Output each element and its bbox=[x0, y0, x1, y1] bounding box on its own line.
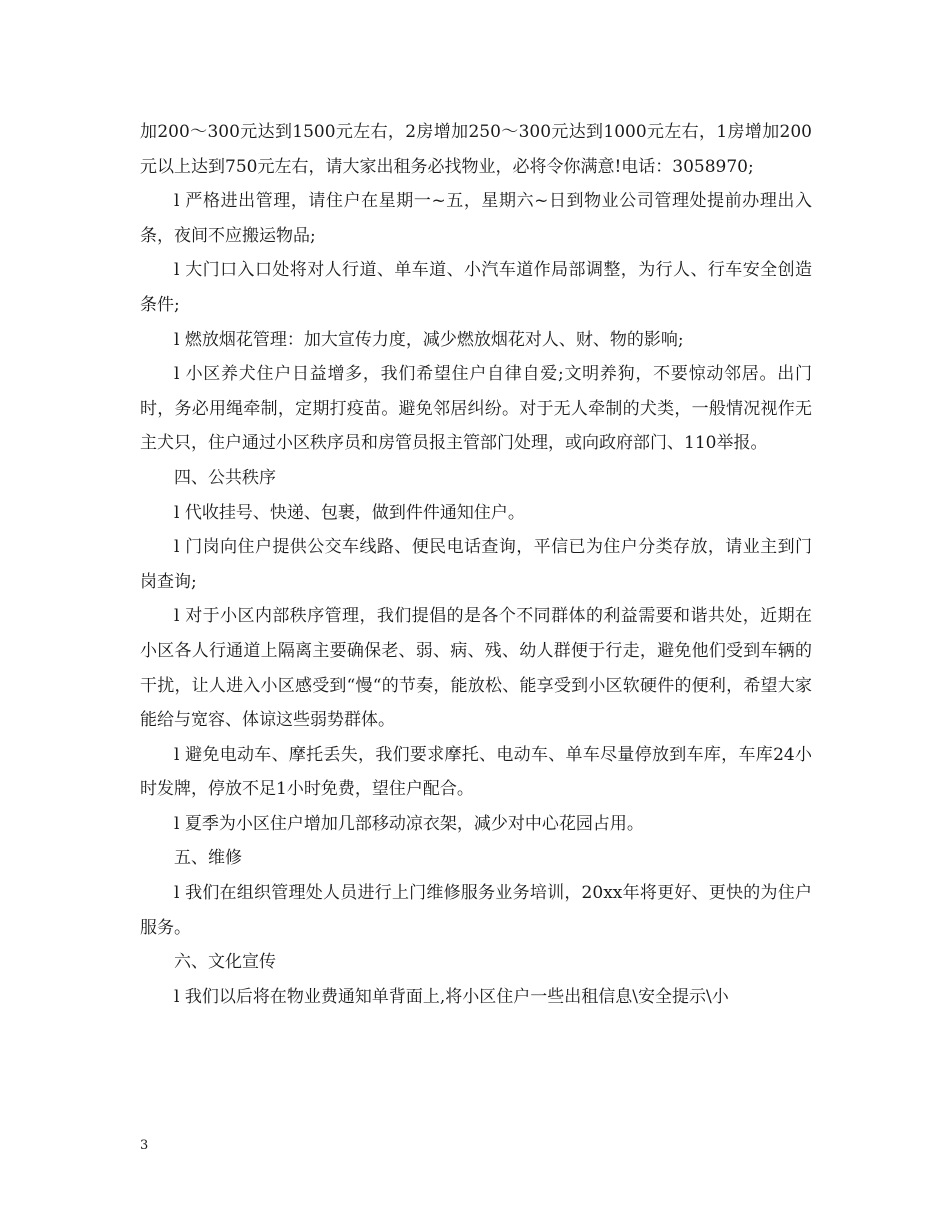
paragraph-notice-back: l 我们以后将在物业费通知单背面上,将小区住户一些出租信息\安全提示\小 bbox=[174, 986, 729, 1007]
paragraph-internal-order: l 对于小区内部秩序管理，我们提倡的是各个不同群体的利益需要和谐共处，近期在小区各人行通道上隔离主要确保老、弱、病、残、幼人群便于行走，避免他们受到车辆的干扰，让人进入小区感受到“慢“的节奏，能放松、能享受到小区软硬件的便利，希望大家能给与宽容、体谅这些弱势群体。 bbox=[140, 606, 812, 731]
paragraph-vehicle-parking: l 避免电动车、摩托丢失，我们要求摩托、电动车、单车尽量停放到车库，车库24小时发牌，停放不足1小时免费，望住户配合。 bbox=[140, 744, 812, 800]
paragraph-drying-racks: l 夏季为小区住户增加几部移动凉衣架，减少对中心花园占用。 bbox=[174, 813, 644, 834]
paragraph-repair-training: l 我们在组织管理处人员进行上门维修服务业务培训，20xx年将更好、更快的为住户服务。 bbox=[140, 883, 812, 938]
section-heading-public-order: 四、公共秩序 bbox=[174, 467, 276, 488]
section-heading-culture: 六、文化宣传 bbox=[174, 952, 276, 973]
paragraph-access-control: l 严格进出管理，请住户在星期一~五，星期六~日到物业公司管理处提前办理出入条，夜间不应搬运物品; bbox=[140, 191, 812, 246]
paragraph-gate-info: l 门岗向住户提供公交车线路、便民电话查询，平信已为住户分类存放，请业主到门岗查询; bbox=[140, 537, 812, 592]
paragraph-gate-adjustment: l 大门口入口处将对人行道、单车道、小汽车道作局部调整，为行人、行车安全创造条件; bbox=[140, 260, 812, 315]
paragraph-rent-info: 加200～300元达到1500元左右，2房增加250～300元达到1000元左右，1房增加200元以上达到750元左右，请大家出租务必找物业，必将令你满意!电话：3058970; bbox=[140, 122, 812, 177]
document-body bbox=[140, 115, 812, 1014]
paragraph-dog-management: l 小区养犬住户日益增多，我们希望住户自律自爱;文明养狗，不要惊动邻居。出门时，务必用绳牵制，定期打疫苗。避免邻居纠纷。对于无人牵制的犬类，一般情况视作无主犬只，住户通过小区秩序员和房管员报主管部门处理，或向政府部门、110举报。 bbox=[140, 364, 812, 454]
paragraph-fireworks: l 燃放烟花管理：加大宣传力度，减少燃放烟花对人、财、物的影响; bbox=[174, 329, 684, 350]
page-number: 3 bbox=[140, 1138, 149, 1153]
section-heading-repair: 五、维修 bbox=[174, 848, 242, 869]
paragraph-parcels: l 代收挂号、快递、包裹，做到件件通知住户。 bbox=[174, 502, 525, 523]
